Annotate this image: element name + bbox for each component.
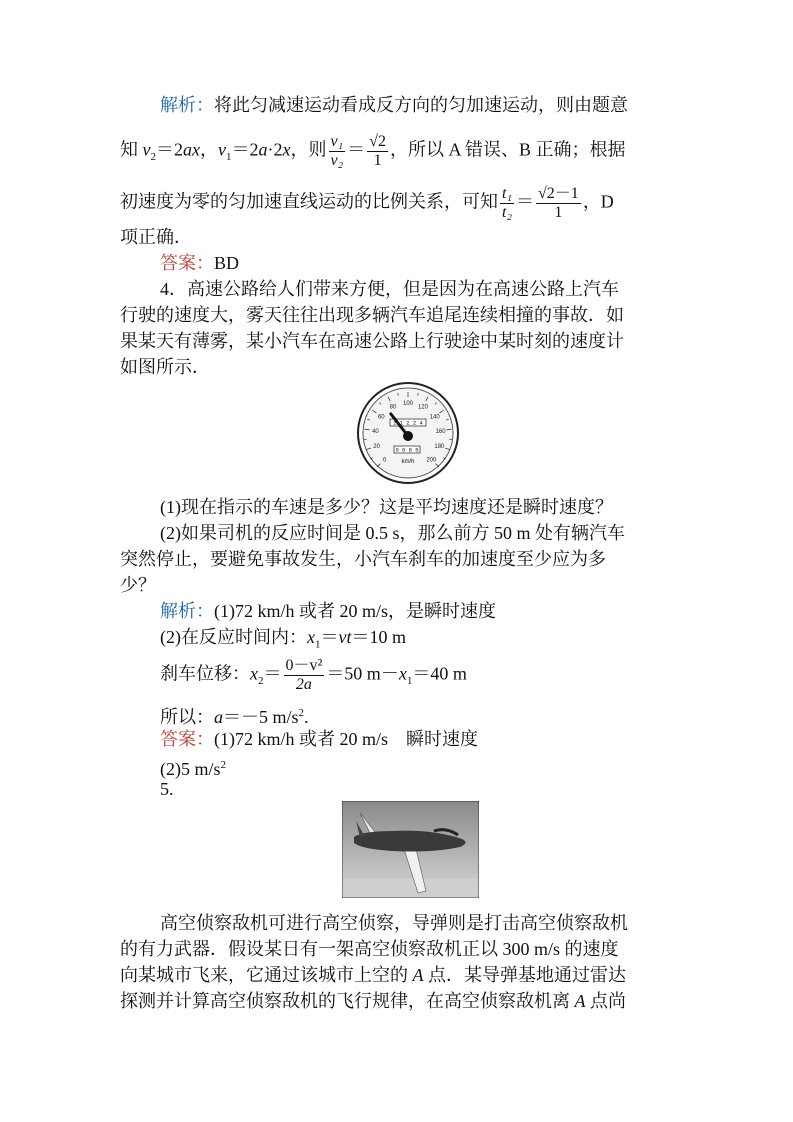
question-line: 果某天有薄雾，某小汽车在高速公路上行驶途中某时刻的速度计 (120, 331, 624, 351)
speedometer-tick-label: 180 (434, 444, 445, 451)
solution-line: 初速度为零的匀加速直线运动的比例关系，可知 $\frac{\text{t₁}}{\text{t₂}}$ ＝ $\frac{√2-1}{1}$ ，D (120, 185, 614, 221)
question-line: 高空侦察敌机可进行高空侦察，导弹则是打击高空侦察敌机 (160, 913, 628, 933)
question-number: 5. (160, 779, 174, 799)
speedometer-tick-label: 140 (429, 414, 440, 421)
fraction-sqrt2-minus-1: $\frac{√2-1}{1}$ (538, 185, 579, 221)
needle-hub (403, 431, 413, 441)
solution-line: 所以：a＝－5 $m/s^2$. (160, 707, 309, 727)
solution-line: 解析：将此匀减速运动看成反方向的匀加速运动，则由题意 (160, 95, 628, 115)
speed-unit-label: km/h (401, 459, 415, 465)
question-line: 如图所示． (120, 357, 210, 377)
speedometer-tick-label: 160 (435, 428, 446, 435)
fraction-braking: $\frac{\text{0－v²}}{2a}$ (285, 657, 323, 693)
solution-line: 刹车位移：$x_2=$ $\frac{\text{0－v²}}{2a}$ ＝50 $m-x_1=40$ m (160, 657, 467, 693)
question-part: (2)如果司机的反应时间是 0.5 s，那么前方 50 m 处有辆汽车 (160, 523, 625, 543)
speedometer-tick-label: 0 (382, 457, 387, 464)
fraction-v1-v2: $\frac{\text{v₁}}{\text{v₂}}$ (330, 133, 344, 169)
answer-label: 答案： (160, 729, 214, 749)
solution-line: 知 $v_2=2ax$，$v_1=2a\cdot 2x$，则 $\frac{\text{v₁}}{\text{v₂}}$ ＝ $\frac{√2}{1}$ ，所以 A 错误、B 正确；根据 (120, 133, 626, 169)
speedometer-tick-label: 60 (377, 414, 385, 421)
answer-line (160, 250, 239, 276)
trip-readout: 0 0 8 5 (395, 446, 419, 454)
question-line: 探测并计算高空侦察敌机的飞行规律，在高空侦察敌机离 A 点尚 (120, 991, 626, 1011)
fraction-t1-t2: $\frac{\text{t₁}}{\text{t₂}}$ (502, 185, 513, 221)
solution-label: 解析： (160, 95, 214, 115)
question-line: 行驶的速度大，雾天往往出现多辆汽车追尾连续相撞的事故．如 (120, 305, 624, 325)
speedometer-tick-label: 80 (389, 404, 397, 411)
question-line: 向某城市飞来，它通过该城市上空的 A 点．某导弹基地通过雷达 (120, 965, 626, 985)
answer-value: BD (214, 253, 240, 273)
speedometer-tick-label: 120 (417, 404, 428, 411)
speedometer-tick-label: 40 (372, 428, 379, 435)
speedometer-tick-label: 100 (402, 401, 414, 407)
solution-line: 解析：(1)72 km/h 或者 20 m/s，是瞬时速度 (160, 601, 496, 621)
solution-label: 解析： (160, 601, 214, 621)
question-part: 突然停止，要避免事故发生，小汽车刹车的加速度至少应为多 (120, 549, 606, 569)
reconnaissance-plane-image (342, 801, 479, 898)
question-line: 的有力武器．假设某日有一架高空侦察敌机正以 300 m/s 的速度 (120, 939, 619, 959)
speedometer-tick-label: 20 (373, 444, 380, 451)
solution-line: (2)在反应时间内：$x_1=vt=10$ m (160, 627, 407, 651)
solution-line: 项正确． (120, 227, 192, 247)
question-part: 少？ (120, 575, 156, 595)
answer-line: (2)5 $m/s^2$ (160, 759, 226, 779)
odometer-readout: 1 1 2 2 4 (393, 419, 423, 427)
answer-label: 答案： (160, 253, 214, 273)
speedometer-figure (356, 381, 460, 485)
question-part: (1)现在指示的车速是多少？这是平均速度还是瞬时速度？ (160, 497, 613, 517)
answer-line (160, 726, 478, 752)
speedometer-tick-label: 200 (426, 457, 437, 464)
fraction-sqrt2: $\frac{√2}{1}$ (369, 133, 386, 169)
answer-value: (1)72 km/h 或者 20 m/s 瞬时速度 (214, 729, 478, 749)
question-line: 4．高速公路给人们带来方便，但是因为在高速公路上汽车 (160, 279, 619, 299)
